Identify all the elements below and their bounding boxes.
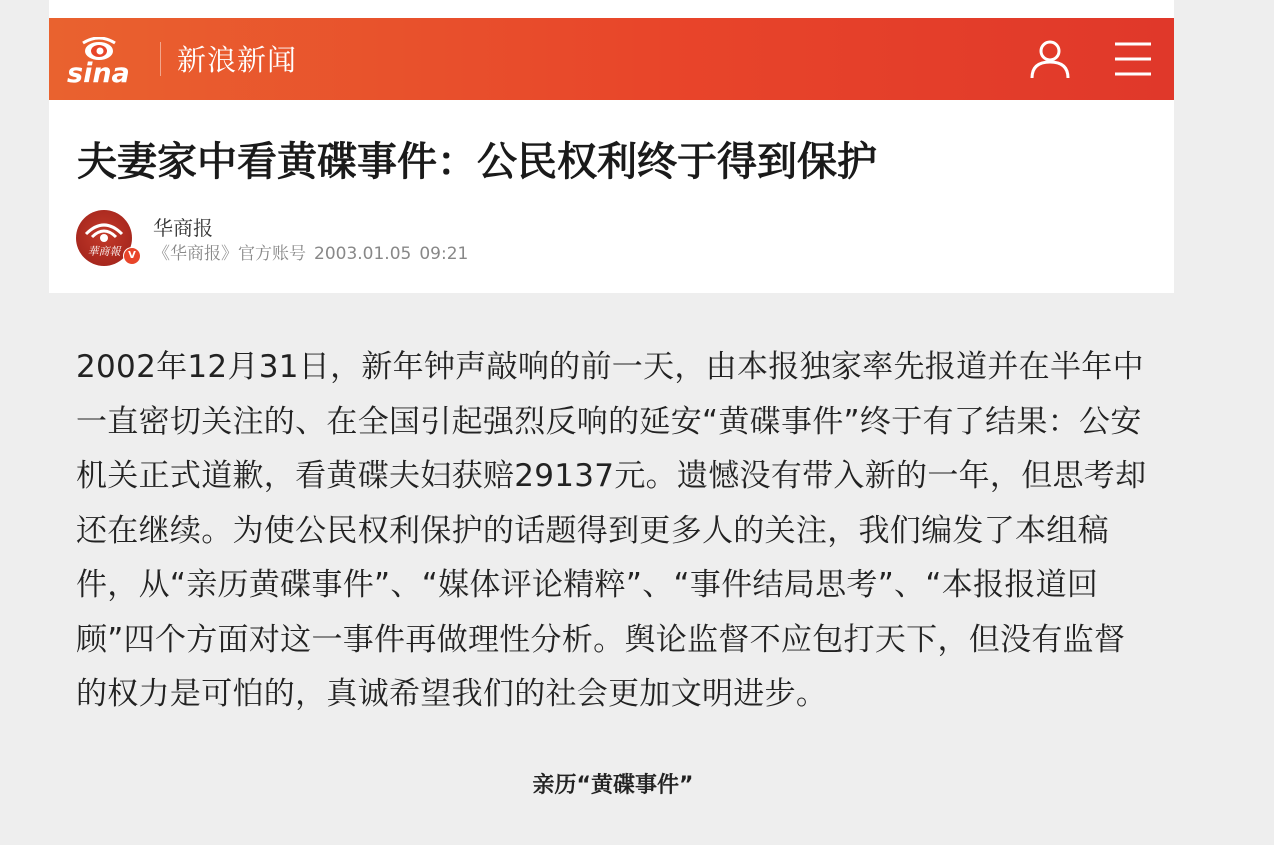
- publish-date: 2003.01.05: [314, 244, 412, 264]
- verified-badge: V: [123, 247, 141, 265]
- section-heading: 亲历“黄碟事件”: [532, 773, 694, 798]
- menu-icon[interactable]: [1110, 36, 1156, 82]
- article-intro-paragraph: 2002年12月31日，新年钟声敲响的前一天，由本报独家率先报道并在半年中一直密切关注的、在全国引起强烈反响的延安“黄碟事件”终于有了结果：公安机关正式道歉，看黄碟夫妇获赔29137元。遗憾没有带入新的一年，但思考却还在继续。为使公民权利保护的话题得到更多人的关注，我们编发了本组稿件，从“亲历黄碟事件”、“媒体评论精粹”、“事件结局思考”、“本报报道回顾”四个方面对这一事件再做理性分析。舆论监督不应包打天下，但没有监督的权力是可怕的，真诚希望我们的社会更加文明进步。: [76, 349, 1147, 712]
- sina-logo[interactable]: [65, 37, 143, 87]
- article-title: 夫妻家中看黄碟事件：公民权利终于得到保护: [77, 139, 877, 185]
- author-name[interactable]: 华商报: [153, 216, 213, 240]
- author-account: 《华商报》官方账号: [153, 244, 306, 264]
- publish-time: 09:21: [419, 244, 469, 264]
- site-header: [49, 18, 1174, 100]
- user-icon[interactable]: [1027, 36, 1073, 82]
- svg-text:sina: sina: [67, 58, 130, 87]
- brand-title[interactable]: 新浪新闻: [177, 43, 298, 77]
- top-strip: [49, 0, 1174, 18]
- author-avatar[interactable]: [76, 210, 136, 266]
- svg-text:華商報: 華商報: [87, 245, 121, 258]
- logo-divider: [160, 42, 161, 76]
- author-meta: [153, 242, 476, 266]
- article-header: [49, 100, 1174, 293]
